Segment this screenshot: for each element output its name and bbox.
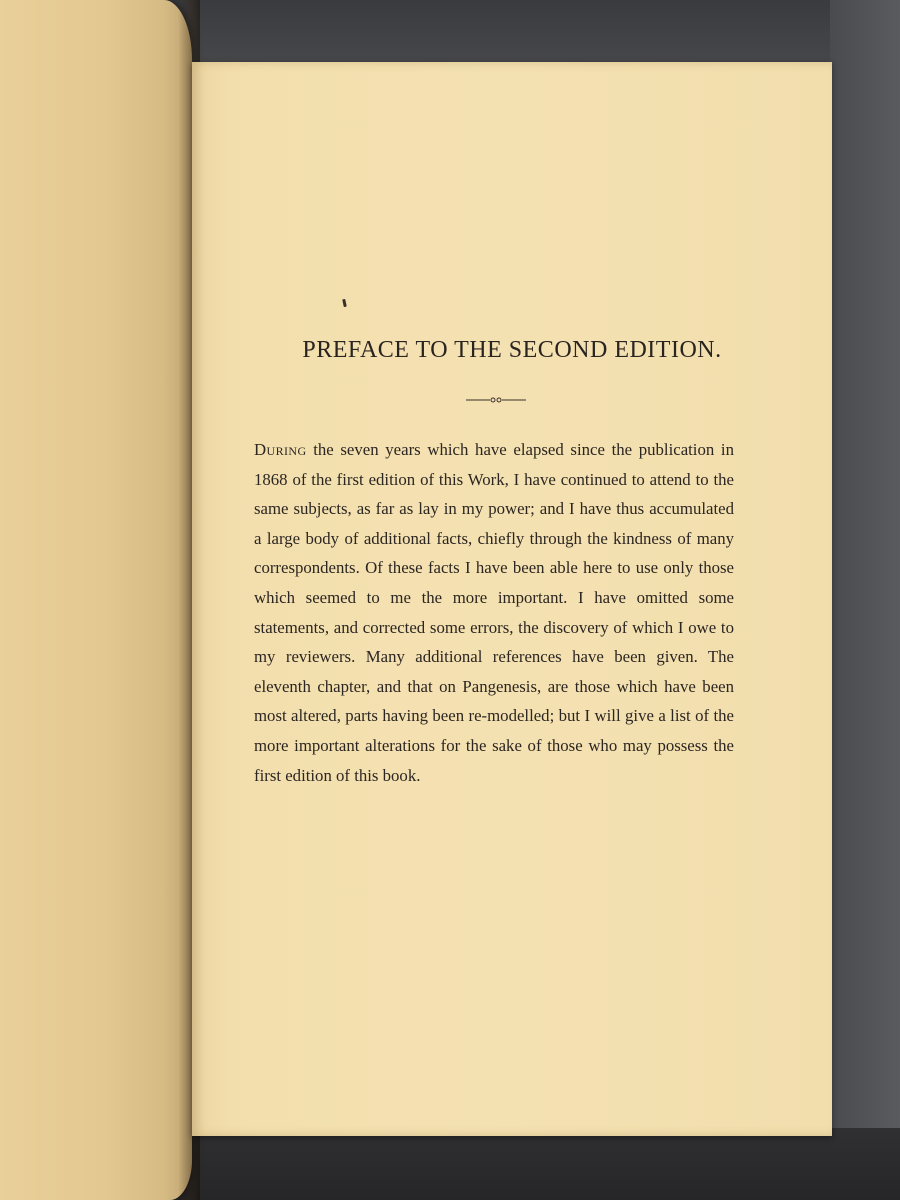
- rule-ornament-icon: [466, 395, 526, 405]
- paragraph-body: the seven years which have elapsed since the publication in 1868 of the first edition of this Work, I have continued to attend to the same subjects, as far as lay in my power; and I have thus accumulated a large body of additional facts, chiefly through the kindness of many correspondents. Of these facts I have been able here to use only those which seemed to me the more important. I have omitted some statements, and corrected some errors, the discovery of which I owe to my reviewers. Many additional references have been given. The eleventh chapter, and that on Pangenesis, are those which have been most altered, parts having been re-modelled; but I will give a list of the more important alterations for the sake of those who may possess the first edition of this book.: [254, 440, 734, 785]
- background-right: [830, 0, 900, 1200]
- right-page: [192, 62, 832, 1136]
- ink-speck: [342, 299, 347, 307]
- page-heading: PREFACE TO THE SECOND EDITION.: [302, 337, 722, 363]
- left-page: [0, 0, 192, 1200]
- paragraph-first-word: During: [254, 440, 307, 459]
- preface-paragraph: [254, 435, 734, 790]
